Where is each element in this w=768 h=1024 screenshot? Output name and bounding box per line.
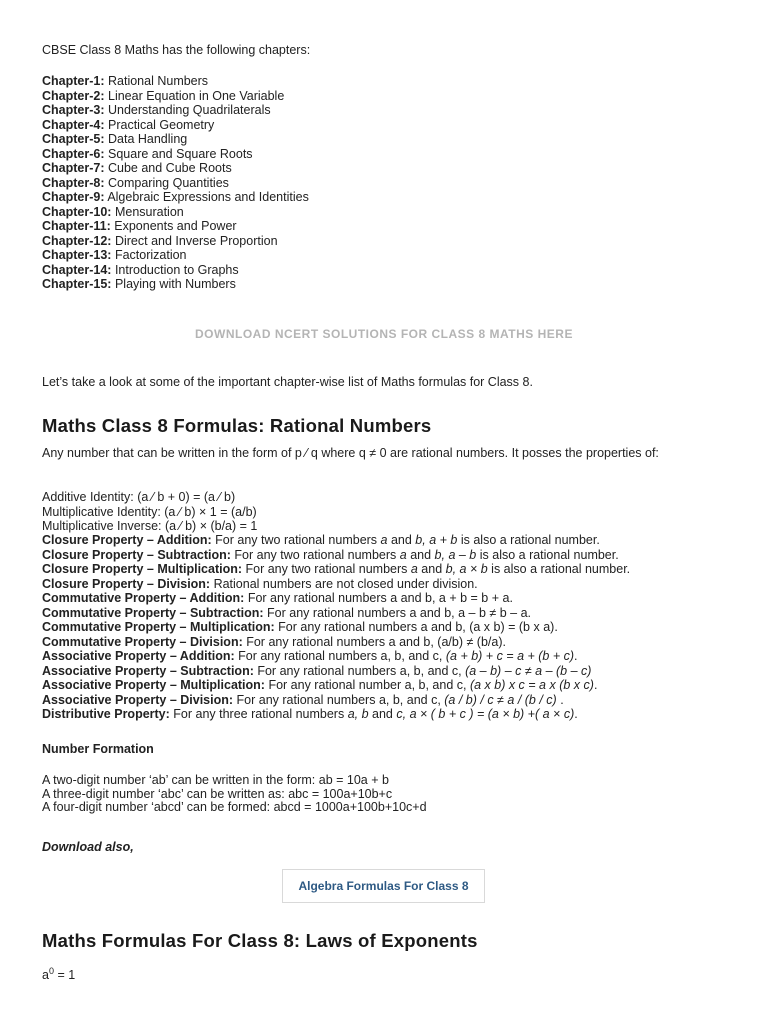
list-item: Additive Identity: (a ⁄ b + 0) = (a ⁄ b) <box>42 490 236 504</box>
chapter-title: Introduction to Graphs <box>114 262 239 277</box>
property-text: is also a rational number. <box>476 547 619 562</box>
zero-exponent-formula <box>42 966 75 982</box>
chapter-title: Comparing Quantities <box>108 175 229 190</box>
chapter-title: Playing with Numbers <box>114 277 236 291</box>
list-item <box>42 591 630 606</box>
property-text: and <box>368 707 397 721</box>
property-label: Associative Property – Addition: <box>42 649 235 663</box>
chapter-title: Algebraic Expressions and Identities <box>107 190 309 204</box>
list-item <box>42 562 630 577</box>
chapter-title: Practical Geometry <box>108 117 215 132</box>
chapter-title: Mensuration <box>114 204 184 219</box>
math-expression: a × b <box>459 562 488 576</box>
chapter-label: Chapter-10: <box>42 204 112 219</box>
property-text: For any rational number a, b, and c, <box>264 678 470 692</box>
list-item <box>42 190 309 205</box>
chapter-label: Chapter-4: <box>42 117 105 132</box>
list-item <box>42 248 309 263</box>
list-item <box>42 693 630 708</box>
property-text: For any three rational numbers <box>169 707 348 721</box>
chapter-title: Cube and Cube Roots <box>108 161 232 175</box>
property-text: For any two rational numbers <box>230 547 400 562</box>
property-text: For any rational numbers a, b, and c, <box>253 663 466 678</box>
math-var: a <box>380 533 388 547</box>
math-var: a <box>399 547 407 562</box>
list-item <box>42 277 309 292</box>
list-item <box>42 74 309 89</box>
formulas-lead-text: Let’s take a look at some of the important chapter-wise list of Maths formulas for Class 8. <box>42 375 533 389</box>
list-item <box>42 89 309 104</box>
chapter-label: Chapter-13: <box>42 248 112 262</box>
chapter-label: Chapter-15: <box>42 277 112 291</box>
property-label: Closure Property – Multiplication: <box>42 562 243 576</box>
chapter-title: Rational Numbers <box>108 74 209 88</box>
math-expression: a + b <box>429 533 458 547</box>
list-item <box>42 132 309 147</box>
property-label: Commutative Property – Multiplication: <box>42 620 275 634</box>
formula-power: 0 <box>48 966 54 976</box>
identity-list <box>42 490 257 534</box>
chapter-label: Chapter-12: <box>42 233 112 248</box>
chapter-list <box>42 74 309 292</box>
property-text: . <box>556 692 564 707</box>
property-text: . <box>574 649 578 663</box>
list-item: A three-digit number ‘abc’ can be written as: abc = 100a+10b+c <box>42 786 393 801</box>
number-formation-list <box>42 774 427 815</box>
list-item <box>42 649 630 664</box>
property-list <box>42 533 630 722</box>
chapter-label: Chapter-6: <box>42 146 105 161</box>
property-text: For any rational numbers a and b, (a x b) = (b x a). <box>274 620 558 634</box>
property-label: Commutative Property – Subtraction: <box>42 605 264 620</box>
algebra-formulas-button[interactable]: Algebra Formulas For Class 8 <box>282 869 485 903</box>
list-item <box>42 635 630 650</box>
property-text: and <box>406 547 435 562</box>
list-item <box>42 161 309 176</box>
property-text: For any rational numbers a and b, a + b = b + a. <box>244 591 513 605</box>
list-item <box>42 577 630 592</box>
list-item <box>42 707 630 722</box>
chapter-title: Exponents and Power <box>114 219 237 233</box>
property-label: Commutative Property – Addition: <box>42 591 245 605</box>
list-item: A four-digit number ‘abcd’ can be formed: abcd = 1000a+100b+10c+d <box>42 800 427 814</box>
list-item <box>42 219 309 234</box>
math-var: b, <box>415 533 426 547</box>
chapters-intro: CBSE Class 8 Maths has the following chapters: <box>42 43 311 57</box>
list-item <box>42 678 630 693</box>
property-label: Associative Property – Subtraction: <box>42 663 254 678</box>
list-item <box>42 620 630 635</box>
math-expression: (a – b) – c ≠ a – (b – c) <box>465 663 592 678</box>
list-item <box>42 205 309 220</box>
property-label: Commutative Property – Division: <box>42 634 243 649</box>
list-item <box>42 548 630 563</box>
property-label: Associative Property – Multiplication: <box>42 678 265 692</box>
list-item <box>42 176 309 191</box>
list-item <box>42 533 630 548</box>
chapter-label: Chapter-7: <box>42 161 105 175</box>
property-label: Distributive Property: <box>42 707 170 721</box>
property-label: Closure Property – Addition: <box>42 533 212 547</box>
chapter-label: Chapter-3: <box>42 103 105 117</box>
property-text: . <box>574 707 578 721</box>
property-label: Closure Property – Subtraction: <box>42 547 231 562</box>
chapter-label: Chapter-1: <box>42 74 105 88</box>
property-text: For any rational numbers a, b, and c, <box>233 692 445 707</box>
list-item <box>42 234 309 249</box>
math-var: c, <box>396 707 407 721</box>
list-item <box>42 263 309 278</box>
chapter-title: Direct and Inverse Proportion <box>114 233 278 248</box>
formula-rhs: = 1 <box>53 968 76 983</box>
property-text: is also a rational number. <box>487 562 631 576</box>
property-text: For any rational numbers a and b, a – b ≠ b – a. <box>263 605 532 620</box>
property-text: For any two rational numbers <box>242 562 411 576</box>
math-expression: (a + b) + c = a + (b + c) <box>445 649 575 663</box>
math-var: b, <box>445 562 457 576</box>
rational-numbers-definition: Any number that can be written in the form of p ⁄ q where q ≠ 0 are rational numbers. It posses the properties of: <box>42 446 659 460</box>
math-var: b, <box>434 547 445 562</box>
math-expression: a × ( b + c ) = (a × b) +( a × c) <box>409 707 575 721</box>
chapter-label: Chapter-5: <box>42 132 105 146</box>
property-label: Closure Property – Division: <box>42 576 211 591</box>
property-text: and <box>387 533 416 547</box>
list-item: Multiplicative Inverse: (a ⁄ b) × (b/a) = 1 <box>42 519 258 533</box>
laws-of-exponents-heading: Maths Formulas For Class 8: Laws of Exponents <box>42 930 478 951</box>
property-text: is also a rational number. <box>457 533 600 547</box>
property-text: Rational numbers are not closed under division. <box>210 576 478 591</box>
chapter-title: Linear Equation in One Variable <box>108 88 285 103</box>
list-item <box>42 103 309 118</box>
download-ncert-solutions-link[interactable]: DOWNLOAD NCERT SOLUTIONS FOR CLASS 8 MATHS HERE <box>195 327 573 341</box>
list-item: A two-digit number ‘ab’ can be written in the form: ab = 10a + b <box>42 773 389 787</box>
list-item: Multiplicative Identity: (a ⁄ b) × 1 = (a/b) <box>42 504 257 519</box>
chapter-title: Data Handling <box>108 132 188 146</box>
list-item <box>42 147 309 162</box>
chapter-label: Chapter-14: <box>42 262 112 277</box>
math-expression: a – b <box>448 547 477 562</box>
chapter-label: Chapter-2: <box>42 88 105 103</box>
property-text: For any rational numbers a, b, and c, <box>234 649 446 663</box>
chapter-title: Square and Square Roots <box>108 146 253 161</box>
property-label: Associative Property – Division: <box>42 692 234 707</box>
list-item <box>42 606 630 621</box>
property-text: and <box>417 562 446 576</box>
rational-numbers-heading: Maths Class 8 Formulas: Rational Numbers <box>42 415 432 436</box>
chapter-title: Understanding Quadrilaterals <box>108 103 271 117</box>
list-item <box>42 664 630 679</box>
list-item <box>42 118 309 133</box>
property-text: For any two rational numbers <box>211 533 381 547</box>
property-text: . <box>593 678 598 692</box>
property-text: For any rational numbers a and b, (a/b) ≠ (b/a). <box>242 634 506 649</box>
math-expression: (a x b) x c = a x (b x c) <box>469 678 594 692</box>
math-expression: (a / b) / c ≠ a / (b / c) <box>444 692 557 707</box>
chapter-title: Factorization <box>114 248 187 262</box>
number-formation-title: Number Formation <box>42 742 154 756</box>
chapter-label: Chapter-8: <box>42 175 105 190</box>
math-var: a <box>410 562 418 576</box>
download-also-text: Download also, <box>42 840 134 854</box>
chapter-label: Chapter-11: <box>42 219 111 233</box>
chapter-label: Chapter-9: <box>42 190 105 204</box>
formula-base: a <box>42 968 49 983</box>
math-var: a, b <box>347 707 369 721</box>
